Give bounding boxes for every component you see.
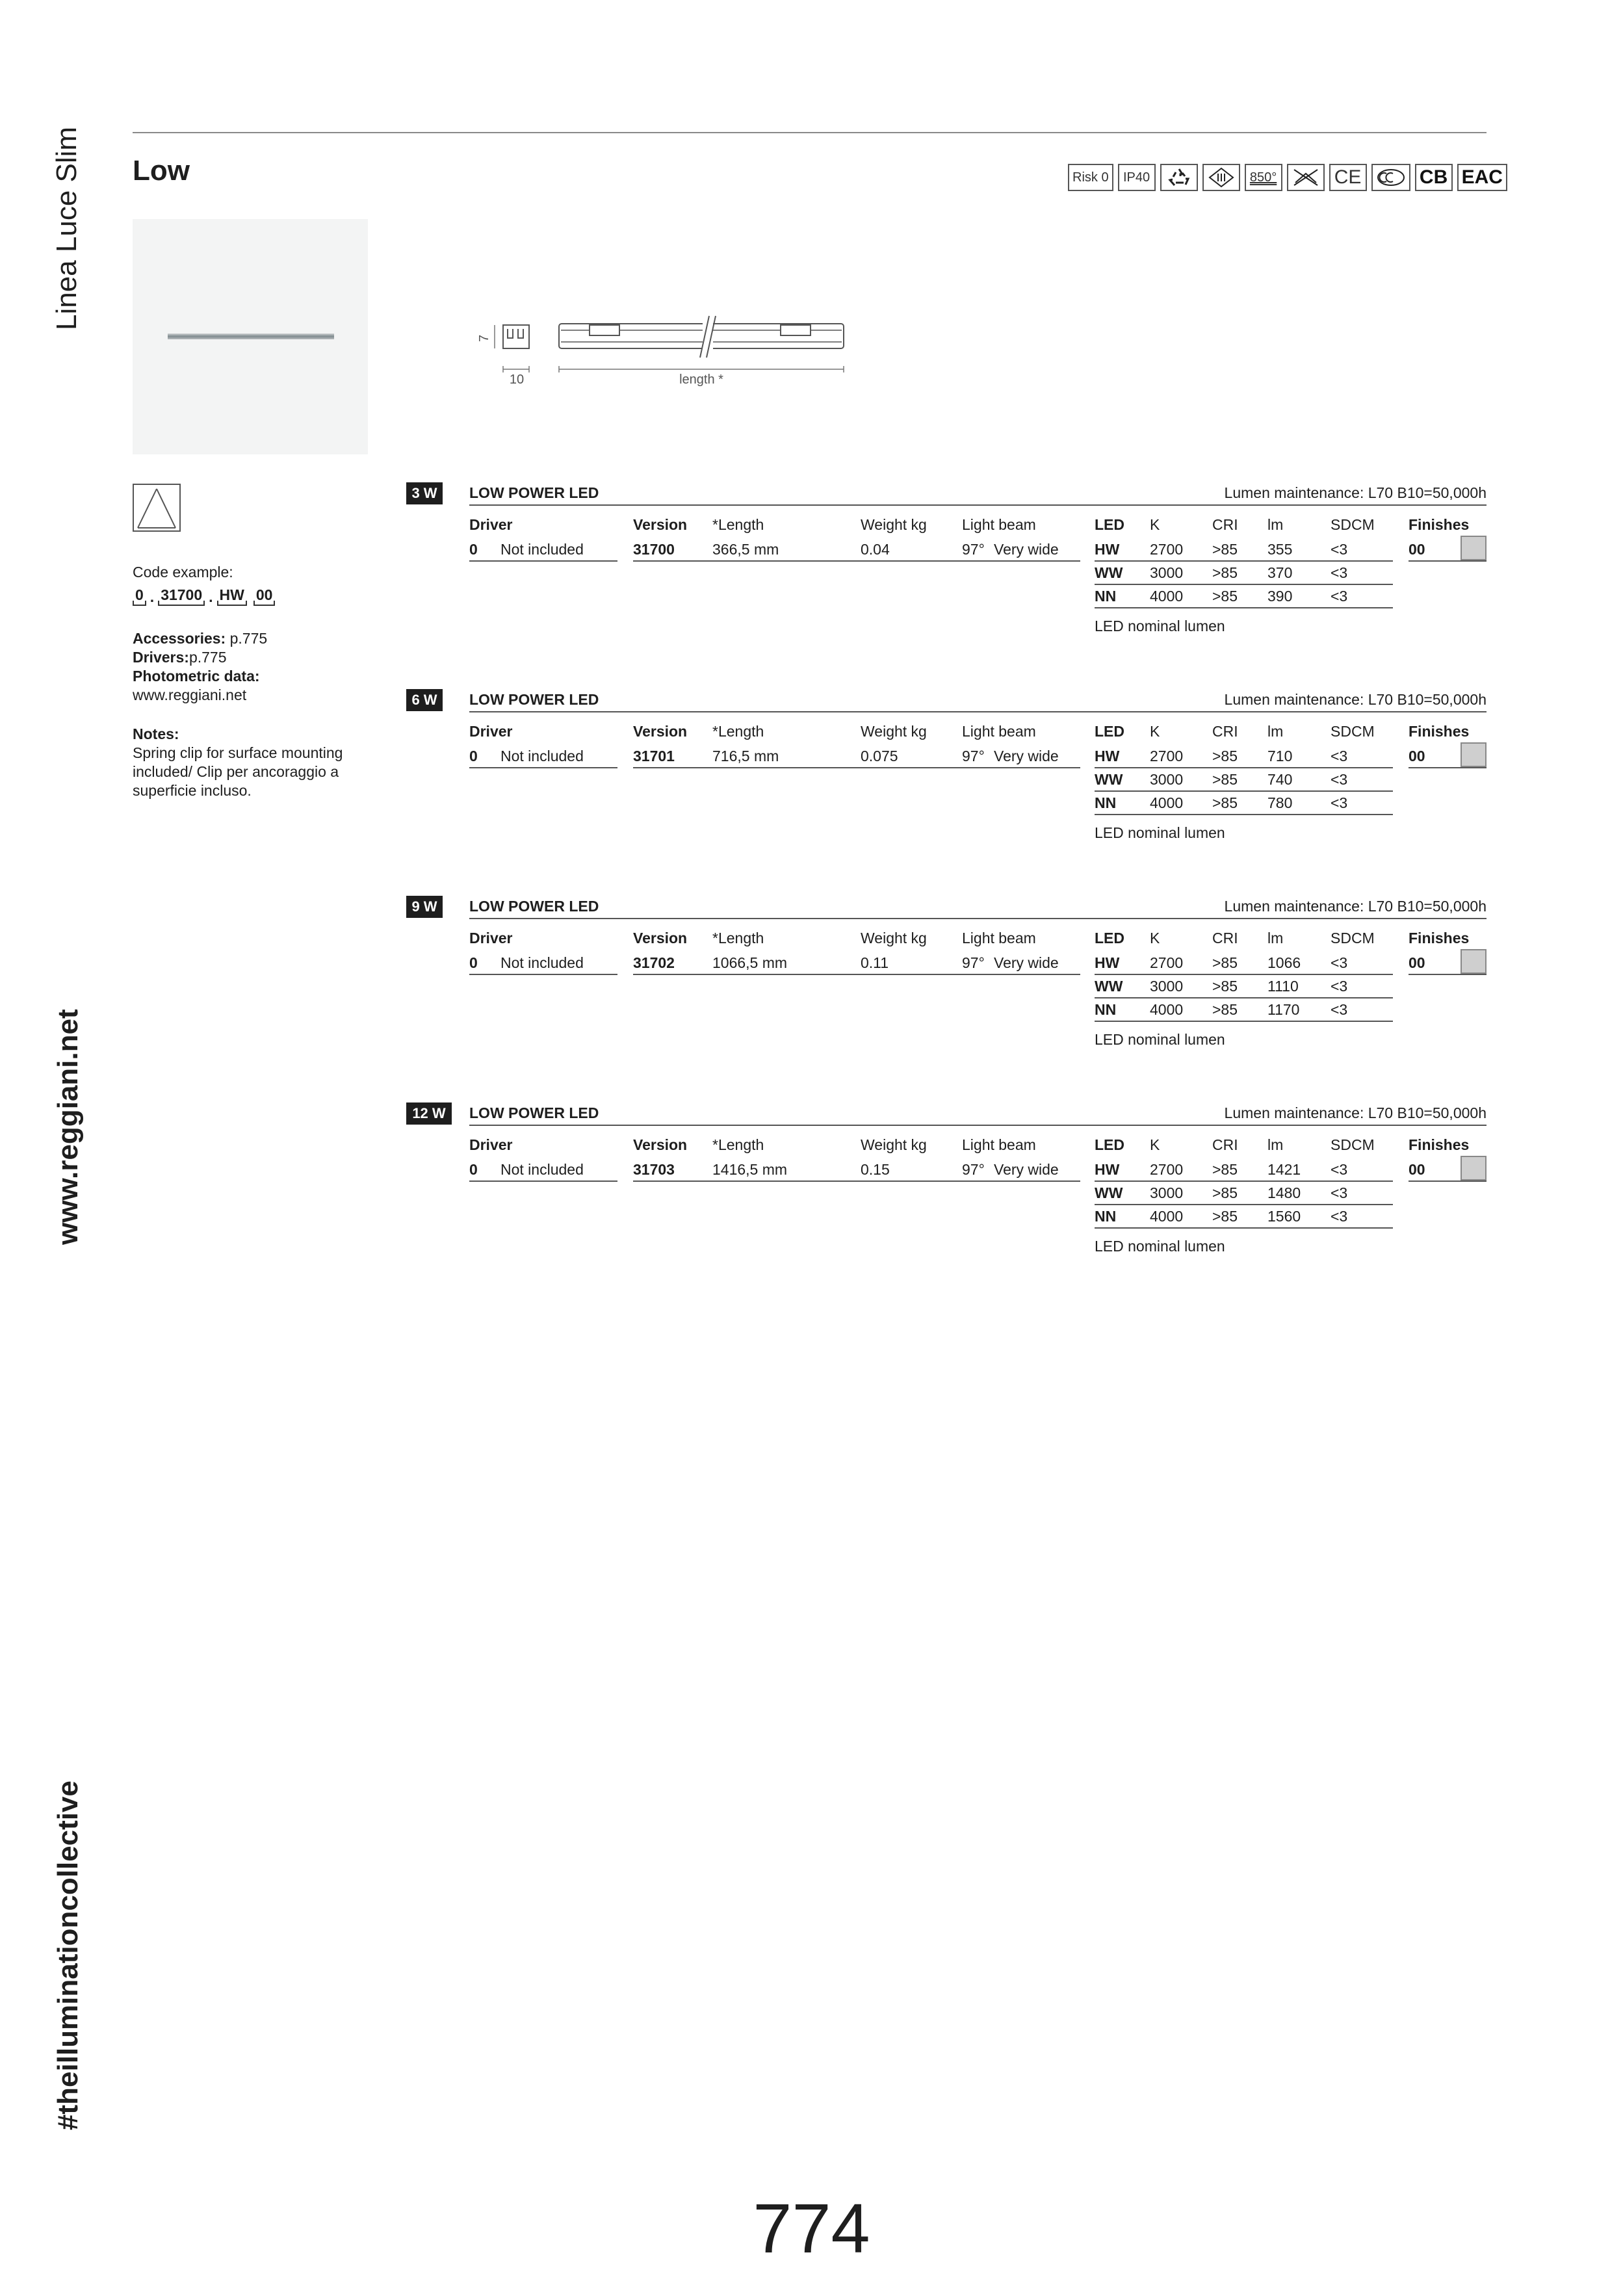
header-k: K: [1150, 1136, 1160, 1153]
led-lm: 1560: [1267, 1208, 1301, 1225]
driver-text: Not included: [500, 954, 584, 971]
led-cri: >85: [1212, 1208, 1238, 1225]
section-divider: [469, 1125, 1487, 1126]
code-version-segment: 31700: [158, 586, 205, 606]
led-lm: 740: [1267, 771, 1293, 788]
driver-code: 0: [469, 954, 478, 971]
header-version: Version: [633, 723, 688, 740]
drawing-height-label: 7: [477, 334, 491, 342]
led-lm: 1170: [1267, 1001, 1300, 1018]
notes-text: Spring clip for surface mounting included/ Clip per ancoraggio a superficie incluso.: [133, 744, 343, 799]
page-number: 774: [753, 2189, 870, 2267]
beam-angle: 97°: [962, 541, 985, 558]
led-cri: >85: [1212, 588, 1238, 605]
drivers-page[interactable]: p.775: [188, 649, 227, 666]
finish-underline: [1409, 767, 1487, 768]
led-sdcm: <3: [1331, 1184, 1348, 1201]
drawing-width-label: 10: [509, 372, 525, 387]
header-k: K: [1150, 516, 1160, 533]
driver-underline: [469, 767, 617, 768]
weight-value: 0.04: [861, 541, 890, 558]
header-lm: lm: [1267, 1136, 1284, 1153]
header-cri: CRI: [1212, 1136, 1238, 1153]
led-sdcm: <3: [1331, 588, 1348, 605]
led-cri: >85: [1212, 1161, 1238, 1178]
temperature-850-label: 850°: [1249, 170, 1277, 185]
led-k: 3000: [1150, 771, 1184, 788]
header-version: Version: [633, 930, 688, 946]
led-cri: >85: [1212, 564, 1238, 581]
code-separator: .: [149, 588, 155, 605]
led-nominal-lumen-note: LED nominal lumen: [1095, 824, 1225, 841]
risk-0-icon: Risk 0: [1068, 164, 1113, 191]
led-cri: >85: [1212, 1001, 1238, 1018]
led-row-divider: [1095, 560, 1393, 562]
beam-angle: 97°: [962, 954, 985, 971]
led-row-divider: [1095, 997, 1393, 998]
led-row-divider: [1095, 767, 1393, 768]
finish-code[interactable]: 00: [1409, 954, 1425, 971]
eac-mark-icon: EAC: [1457, 164, 1507, 191]
header-version: Version: [633, 1136, 688, 1153]
lumen-maintenance: Lumen maintenance: L70 B10=50,000h: [1224, 691, 1487, 708]
driver-text: Not included: [500, 1161, 584, 1178]
accessories-page[interactable]: p.775: [229, 630, 268, 647]
ip40-icon: IP40: [1118, 164, 1156, 191]
code-finish-segment: 00: [253, 586, 276, 606]
header-light-beam: Light beam: [962, 1136, 1036, 1153]
dimming-icon: [1371, 164, 1410, 191]
led-k: 2700: [1150, 1161, 1184, 1178]
led-k: 2700: [1150, 954, 1184, 971]
header-driver: Driver: [469, 516, 513, 533]
length-value: 716,5 mm: [712, 748, 779, 764]
finish-code[interactable]: 00: [1409, 1161, 1425, 1178]
header-cri: CRI: [1212, 930, 1238, 946]
led-code: WW: [1095, 978, 1123, 995]
header-led: LED: [1095, 930, 1124, 946]
led-row-divider: [1095, 1181, 1393, 1182]
header-lm: lm: [1267, 516, 1284, 533]
version-code[interactable]: 31703: [633, 1161, 675, 1178]
lumen-maintenance: Lumen maintenance: L70 B10=50,000h: [1224, 484, 1487, 501]
top-divider: [133, 132, 1487, 133]
photometric-link[interactable]: www.reggiani.net: [133, 686, 247, 703]
driver-underline: [469, 560, 617, 562]
header-driver: Driver: [469, 930, 513, 946]
led-code: NN: [1095, 794, 1117, 811]
version-code[interactable]: 31701: [633, 748, 675, 764]
code-driver-segment: 0: [133, 586, 146, 606]
recycle-icon: [1160, 164, 1198, 191]
header-length: *Length: [712, 516, 764, 533]
led-cri: >85: [1212, 1184, 1238, 1201]
led-nominal-lumen-note: LED nominal lumen: [1095, 618, 1225, 634]
led-lm: 390: [1267, 588, 1293, 605]
ce-mark-icon: CE: [1329, 164, 1367, 191]
section-title: LOW POWER LED: [469, 484, 599, 501]
header-k: K: [1150, 930, 1160, 946]
weight-value: 0.11: [861, 954, 889, 971]
header-version: Version: [633, 516, 688, 533]
led-sdcm: <3: [1331, 1161, 1348, 1178]
header-length: *Length: [712, 723, 764, 740]
version-code[interactable]: 31702: [633, 954, 675, 971]
power-badge: 9 W: [406, 896, 443, 918]
section-divider: [469, 504, 1487, 506]
led-code: NN: [1095, 588, 1117, 605]
section-title: LOW POWER LED: [469, 691, 599, 708]
header-driver: Driver: [469, 1136, 513, 1153]
header-cri: CRI: [1212, 723, 1238, 740]
version-underline: [633, 974, 1080, 975]
led-code: NN: [1095, 1001, 1117, 1018]
header-sdcm: SDCM: [1331, 1136, 1375, 1153]
led-code: HW: [1095, 748, 1120, 764]
reference-info: [133, 629, 267, 705]
version-underline: [633, 560, 1080, 562]
led-k: 4000: [1150, 1208, 1184, 1225]
version-underline: [633, 1181, 1080, 1182]
driver-text: Not included: [500, 748, 584, 764]
led-row-divider: [1095, 974, 1393, 975]
driver-text: Not included: [500, 541, 584, 558]
driver-underline: [469, 1181, 617, 1182]
section-divider: [469, 711, 1487, 712]
header-k: K: [1150, 723, 1160, 740]
led-cri: >85: [1212, 748, 1238, 764]
led-sdcm: <3: [1331, 564, 1348, 581]
beam-text: Very wide: [994, 954, 1059, 971]
temperature-850-icon: [1245, 164, 1282, 191]
section-title: LOW POWER LED: [469, 898, 599, 915]
header-finishes: Finishes: [1409, 1136, 1470, 1153]
led-row-divider: [1095, 790, 1393, 792]
led-row-divider: [1095, 1204, 1393, 1205]
very-wide-beam-icon: [133, 484, 181, 532]
led-sdcm: <3: [1331, 541, 1348, 558]
lumen-maintenance: Lumen maintenance: L70 B10=50,000h: [1224, 898, 1487, 915]
header-weight: Weight kg: [861, 930, 927, 946]
header-lm: lm: [1267, 930, 1284, 946]
header-light-beam: Light beam: [962, 723, 1036, 740]
version-code[interactable]: 31700: [633, 541, 675, 558]
beam-text: Very wide: [994, 541, 1059, 558]
led-cri: >85: [1212, 794, 1238, 811]
led-lm: 1480: [1267, 1184, 1301, 1201]
led-k: 2700: [1150, 541, 1184, 558]
led-cri: >85: [1212, 771, 1238, 788]
led-code: WW: [1095, 771, 1123, 788]
led-cri: >85: [1212, 978, 1238, 995]
led-sdcm: <3: [1331, 1208, 1348, 1225]
led-sdcm: <3: [1331, 748, 1348, 764]
header-lm: lm: [1267, 723, 1284, 740]
led-k: 4000: [1150, 794, 1184, 811]
finish-swatch[interactable]: [1461, 742, 1487, 767]
led-sdcm: <3: [1331, 978, 1348, 995]
led-k: 3000: [1150, 564, 1184, 581]
driver-code: 0: [469, 541, 478, 558]
code-example-label: Code example:: [133, 564, 233, 581]
beam-angle: 97°: [962, 748, 985, 764]
notes-label: Notes:: [133, 725, 179, 742]
led-nominal-lumen-note: LED nominal lumen: [1095, 1031, 1225, 1048]
led-row-divider: [1095, 584, 1393, 585]
led-sdcm: <3: [1331, 771, 1348, 788]
header-driver: Driver: [469, 723, 513, 740]
product-photo: [133, 219, 368, 454]
power-badge: 12 W: [406, 1102, 452, 1125]
technical-drawing: [465, 311, 855, 395]
led-lm: 1110: [1267, 978, 1299, 995]
section-title: LOW POWER LED: [469, 1104, 599, 1121]
certification-icons: [1068, 164, 1507, 191]
header-weight: Weight kg: [861, 1136, 927, 1153]
product-bar-image: [168, 333, 334, 339]
led-lm: 780: [1267, 794, 1293, 811]
finish-code[interactable]: 00: [1409, 748, 1425, 764]
product-line-vertical-title: Linea Luce Slim: [51, 126, 83, 330]
led-k: 4000: [1150, 1001, 1184, 1018]
website-vertical-title[interactable]: www.reggiani.net: [52, 1009, 84, 1245]
led-code: NN: [1095, 1208, 1117, 1225]
drivers-label: Drivers:: [133, 649, 189, 666]
header-weight: Weight kg: [861, 723, 927, 740]
finish-swatch[interactable]: [1461, 949, 1487, 974]
photometric-label: Photometric data:: [133, 668, 260, 685]
power-badge: 6 W: [406, 689, 443, 711]
code-led-segment: HW: [217, 586, 247, 606]
header-length: *Length: [712, 1136, 764, 1153]
header-sdcm: SDCM: [1331, 930, 1375, 946]
product-section: [406, 1102, 1487, 1311]
length-value: 1416,5 mm: [712, 1161, 788, 1178]
led-lm: 710: [1267, 748, 1293, 764]
led-row-divider: [1095, 1021, 1393, 1022]
weight-value: 0.15: [861, 1161, 890, 1178]
led-row-divider: [1095, 814, 1393, 815]
header-length: *Length: [712, 930, 764, 946]
led-cri: >85: [1212, 541, 1238, 558]
beam-text: Very wide: [994, 748, 1059, 764]
led-lm: 370: [1267, 564, 1293, 581]
led-k: 4000: [1150, 588, 1184, 605]
notes: [133, 725, 367, 800]
beam-angle: 97°: [962, 1161, 985, 1178]
finish-underline: [1409, 1181, 1487, 1182]
header-weight: Weight kg: [861, 516, 927, 533]
header-sdcm: SDCM: [1331, 516, 1375, 533]
led-sdcm: <3: [1331, 954, 1348, 971]
led-row-divider: [1095, 607, 1393, 608]
led-code: WW: [1095, 564, 1123, 581]
finish-underline: [1409, 560, 1487, 562]
led-code: WW: [1095, 1184, 1123, 1201]
cb-mark-icon: CB: [1415, 164, 1453, 191]
code-separator: .: [209, 588, 213, 605]
driver-code: 0: [469, 748, 478, 764]
driver-code: 0: [469, 1161, 478, 1178]
led-k: 3000: [1150, 1184, 1184, 1201]
power-badge: 3 W: [406, 482, 443, 504]
section-divider: [469, 918, 1487, 919]
led-code: HW: [1095, 541, 1120, 558]
product-section: [406, 896, 1487, 1104]
lumen-maintenance: Lumen maintenance: L70 B10=50,000h: [1224, 1104, 1487, 1121]
product-section: [406, 482, 1487, 690]
finish-swatch[interactable]: [1461, 1156, 1487, 1181]
led-sdcm: <3: [1331, 794, 1348, 811]
header-sdcm: SDCM: [1331, 723, 1375, 740]
length-value: 1066,5 mm: [712, 954, 788, 971]
header-cri: CRI: [1212, 516, 1238, 533]
accessories-label: Accessories:: [133, 630, 226, 647]
header-led: LED: [1095, 1136, 1124, 1153]
page-title: Low: [133, 155, 190, 187]
led-nominal-lumen-note: LED nominal lumen: [1095, 1238, 1225, 1255]
led-k: 3000: [1150, 978, 1184, 995]
led-lm: 1066: [1267, 954, 1301, 971]
code-example: [133, 586, 275, 606]
header-finishes: Finishes: [1409, 516, 1470, 533]
beam-text: Very wide: [994, 1161, 1059, 1178]
led-row-divider: [1095, 1227, 1393, 1229]
driver-underline: [469, 974, 617, 975]
weight-value: 0.075: [861, 748, 898, 764]
led-lm: 355: [1267, 541, 1293, 558]
drawing-length-label: length *: [679, 372, 723, 387]
led-k: 2700: [1150, 748, 1184, 764]
header-led: LED: [1095, 516, 1124, 533]
led-code: HW: [1095, 954, 1120, 971]
hashtag-vertical-title: #theilluminationcollective: [52, 1781, 84, 2130]
product-section: [406, 689, 1487, 897]
header-finishes: Finishes: [1409, 930, 1470, 946]
no-cover-icon: [1287, 164, 1325, 191]
finish-underline: [1409, 974, 1487, 975]
header-finishes: Finishes: [1409, 723, 1470, 740]
led-lm: 1421: [1267, 1161, 1301, 1178]
class-iii-icon: [1202, 164, 1240, 191]
header-led: LED: [1095, 723, 1124, 740]
finish-code[interactable]: 00: [1409, 541, 1425, 558]
header-light-beam: Light beam: [962, 930, 1036, 946]
led-sdcm: <3: [1331, 1001, 1348, 1018]
finish-swatch[interactable]: [1461, 536, 1487, 560]
length-value: 366,5 mm: [712, 541, 779, 558]
led-cri: >85: [1212, 954, 1238, 971]
version-underline: [633, 767, 1080, 768]
header-light-beam: Light beam: [962, 516, 1036, 533]
led-code: HW: [1095, 1161, 1120, 1178]
